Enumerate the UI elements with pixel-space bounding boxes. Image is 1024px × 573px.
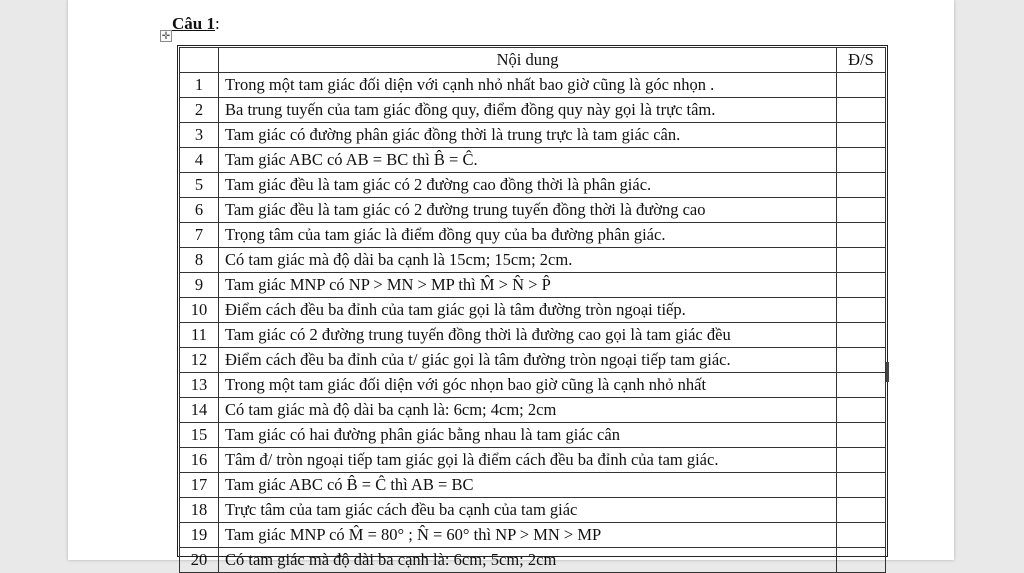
table-row <box>180 348 886 373</box>
table-row <box>180 173 886 198</box>
row-answer-cell[interactable] <box>837 523 886 548</box>
row-statement: Tam giác MNP có M̂ = 80° ; N̂ = 60° thì NP > MN > MP <box>219 523 837 548</box>
row-answer-cell[interactable] <box>837 448 886 473</box>
row-number: 12 <box>180 348 219 373</box>
statement-table <box>179 47 886 573</box>
row-statement: Tam giác MNP có NP > MN > MP thì M̂ > N̂ > P̂ <box>219 273 837 298</box>
row-answer-cell[interactable] <box>837 473 886 498</box>
row-statement: Điểm cách đều ba đỉnh của tam giác gọi là tâm đường tròn ngoại tiếp. <box>219 298 837 323</box>
row-number: 10 <box>180 298 219 323</box>
row-number: 9 <box>180 273 219 298</box>
row-number: 13 <box>180 373 219 398</box>
row-number: 7 <box>180 223 219 248</box>
row-number: 5 <box>180 173 219 198</box>
heading-text: Câu 1 <box>172 14 215 33</box>
row-number: 3 <box>180 123 219 148</box>
row-answer-cell[interactable] <box>837 123 886 148</box>
row-statement: Tam giác ABC có B̂ = Ĉ thì AB = BC <box>219 473 837 498</box>
header-content: Nội dung <box>219 48 837 73</box>
row-statement: Ba trung tuyến của tam giác đồng quy, điểm đồng quy này gọi là trực tâm. <box>219 98 837 123</box>
row-answer-cell[interactable] <box>837 73 886 98</box>
row-answer-cell[interactable] <box>837 98 886 123</box>
row-statement: Trong một tam giác đối diện với cạnh nhỏ nhất bao giờ cũng là góc nhọn . <box>219 73 837 98</box>
row-statement: Tâm đ/ tròn ngoại tiếp tam giác gọi là điểm cách đều ba đỉnh của tam giác. <box>219 448 837 473</box>
row-answer-cell[interactable] <box>837 298 886 323</box>
table-row <box>180 123 886 148</box>
row-number: 8 <box>180 248 219 273</box>
row-number: 4 <box>180 148 219 173</box>
table-row <box>180 198 886 223</box>
row-statement: Có tam giác mà độ dài ba cạnh là: 6cm; 5cm; 2cm <box>219 548 837 573</box>
table-row <box>180 73 886 98</box>
row-number: 11 <box>180 323 219 348</box>
question-heading <box>172 14 220 34</box>
row-answer-cell[interactable] <box>837 423 886 448</box>
row-number: 17 <box>180 473 219 498</box>
table-row <box>180 423 886 448</box>
row-answer-cell[interactable] <box>837 248 886 273</box>
row-number: 2 <box>180 98 219 123</box>
row-answer-cell[interactable] <box>837 373 886 398</box>
table-row <box>180 548 886 573</box>
row-answer-cell[interactable] <box>837 323 886 348</box>
table-row <box>180 498 886 523</box>
row-answer-cell[interactable] <box>837 348 886 373</box>
table-row <box>180 373 886 398</box>
table-body <box>180 73 886 573</box>
row-number: 19 <box>180 523 219 548</box>
header-num <box>180 48 219 73</box>
row-answer-cell[interactable] <box>837 173 886 198</box>
table-row <box>180 248 886 273</box>
table-row <box>180 223 886 248</box>
row-statement: Tam giác đều là tam giác có 2 đường cao đồng thời là phân giác. <box>219 173 837 198</box>
table-row <box>180 323 886 348</box>
row-statement: Tam giác có hai đường phân giác bằng nhau là tam giác cân <box>219 423 837 448</box>
table-row <box>180 473 886 498</box>
row-statement: Trực tâm của tam giác cách đều ba cạnh của tam giác <box>219 498 837 523</box>
table-row <box>180 298 886 323</box>
table-row <box>180 273 886 298</box>
row-answer-cell[interactable] <box>837 273 886 298</box>
table-row <box>180 523 886 548</box>
heading-suffix: : <box>214 14 220 33</box>
row-statement: Trong một tam giác đối diện với góc nhọn bao giờ cũng là cạnh nhỏ nhất <box>219 373 837 398</box>
row-statement: Có tam giác mà độ dài ba cạnh là: 6cm; 4cm; 2cm <box>219 398 837 423</box>
row-number: 16 <box>180 448 219 473</box>
table-row <box>180 98 886 123</box>
true-false-table <box>177 45 888 569</box>
row-statement: Có tam giác mà độ dài ba cạnh là 15cm; 15cm; 2cm. <box>219 248 837 273</box>
row-number: 18 <box>180 498 219 523</box>
row-answer-cell[interactable] <box>837 148 886 173</box>
header-ds: Đ/S <box>837 48 886 73</box>
row-answer-cell[interactable] <box>837 548 886 573</box>
table-resize-marker[interactable] <box>886 362 889 382</box>
row-answer-cell[interactable] <box>837 398 886 423</box>
row-statement: Điểm cách đều ba đỉnh của t/ giác gọi là tâm đường tròn ngoại tiếp tam giác. <box>219 348 837 373</box>
row-answer-cell[interactable] <box>837 223 886 248</box>
row-statement: Tam giác có đường phân giác đồng thời là trung trực là tam giác cân. <box>219 123 837 148</box>
table-move-handle-icon[interactable]: ✛ <box>161 31 171 42</box>
table-row <box>180 448 886 473</box>
row-number: 15 <box>180 423 219 448</box>
row-number: 1 <box>180 73 219 98</box>
row-statement: Tam giác có 2 đường trung tuyến đồng thời là đường cao gọi là tam giác đều <box>219 323 837 348</box>
row-answer-cell[interactable] <box>837 498 886 523</box>
table-row <box>180 148 886 173</box>
row-answer-cell[interactable] <box>837 198 886 223</box>
table-row <box>180 398 886 423</box>
row-statement: Trọng tâm của tam giác là điểm đồng quy của ba đường phân giác. <box>219 223 837 248</box>
row-number: 14 <box>180 398 219 423</box>
row-statement: Tam giác đều là tam giác có 2 đường trung tuyến đồng thời là đường cao <box>219 198 837 223</box>
row-number: 20 <box>180 548 219 573</box>
row-statement: Tam giác ABC có AB = BC thì B̂ = Ĉ. <box>219 148 837 173</box>
row-number: 6 <box>180 198 219 223</box>
table-header-row <box>180 48 886 73</box>
